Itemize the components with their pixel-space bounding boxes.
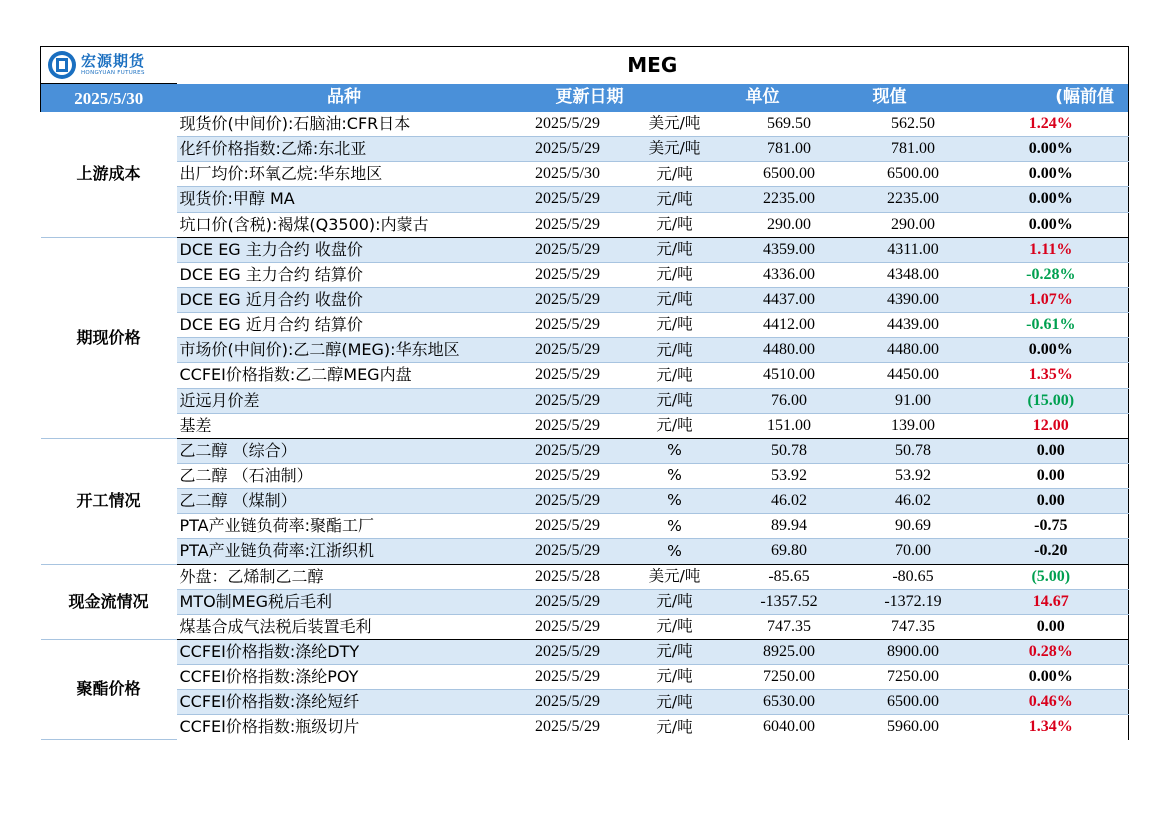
change-value: 0.46%	[974, 690, 1129, 715]
unit: %	[624, 489, 726, 514]
update-date: 2025/5/29	[512, 363, 624, 388]
previous-value: 4437.00	[726, 287, 853, 312]
update-date: 2025/5/29	[512, 690, 624, 715]
table-row	[41, 338, 1129, 363]
item-name: DCE EG 主力合约 收盘价	[177, 237, 512, 262]
unit: %	[624, 539, 726, 564]
table-row	[41, 489, 1129, 514]
change-value: -0.75	[974, 514, 1129, 539]
table-row	[41, 539, 1129, 564]
item-name: DCE EG 主力合约 结算价	[177, 262, 512, 287]
update-date: 2025/5/29	[512, 514, 624, 539]
table-row	[41, 287, 1129, 312]
previous-value: 290.00	[726, 212, 853, 237]
item-name: 现货价:甲醇 MA	[177, 187, 512, 212]
previous-value: 8925.00	[726, 639, 853, 664]
header-unit: 单位	[726, 84, 853, 113]
item-name: CCFEI价格指数:瓶级切片	[179, 717, 360, 737]
table-row	[41, 363, 1129, 388]
current-value: 139.00	[853, 413, 974, 438]
title-row	[41, 47, 1129, 84]
table-row	[41, 463, 1129, 488]
previous-value: 76.00	[726, 388, 853, 413]
change-value: -0.61%	[974, 313, 1129, 338]
header-row	[41, 84, 1129, 113]
logo	[41, 47, 177, 84]
current-value: 8900.00	[853, 639, 974, 664]
change-value: 0.00%	[974, 338, 1129, 363]
update-date: 2025/5/29	[512, 589, 624, 614]
update-date: 2025/5/29	[512, 137, 624, 162]
update-date: 2025/5/29	[535, 718, 600, 736]
current-value: 53.92	[853, 463, 974, 488]
table-row	[41, 564, 1129, 589]
current-value: 781.00	[853, 137, 974, 162]
change-value: 0.00	[974, 438, 1129, 463]
update-date: 2025/5/29	[512, 665, 624, 690]
previous-value: 69.80	[726, 539, 853, 564]
unit: 元/吨	[624, 212, 726, 237]
item-name: DCE EG 近月合约 收盘价	[177, 287, 512, 312]
unit: 元/吨	[624, 388, 726, 413]
update-date: 2025/5/29	[512, 614, 624, 639]
change-value: 0.28%	[974, 639, 1129, 664]
table-row	[41, 589, 1129, 614]
item-name: PTA产业链负荷率:江浙织机	[177, 539, 512, 564]
item-name: 出厂均价:环氧乙烷:华东地区	[177, 162, 512, 187]
previous-value: 747.35	[726, 614, 853, 639]
item-name: 乙二醇 （石油制）	[177, 463, 512, 488]
item-name: 煤基合成气法税后装置毛利	[177, 614, 512, 639]
unit: 元/吨	[624, 187, 726, 212]
table-row	[41, 237, 1129, 262]
header-value: 现值	[853, 84, 974, 113]
table-row	[41, 438, 1129, 463]
previous-value: 6040.00	[763, 718, 815, 736]
previous-value: 2235.00	[726, 187, 853, 212]
change-value: (5.00)	[974, 564, 1129, 589]
table-row	[41, 413, 1129, 438]
item-name: 坑口价(含税):褐煤(Q3500):内蒙古	[177, 212, 512, 237]
table-row	[41, 137, 1129, 162]
item-name: PTA产业链负荷率:聚酯工厂	[177, 514, 512, 539]
item-name: 外盘：乙烯制乙二醇	[177, 564, 512, 589]
current-value: -1372.19	[853, 589, 974, 614]
current-value: 562.50	[853, 112, 974, 137]
change-value: 0.00%	[974, 212, 1129, 237]
unit: 元/吨	[624, 413, 726, 438]
current-value: 747.35	[853, 614, 974, 639]
previous-value: 89.94	[726, 514, 853, 539]
table-row	[41, 112, 1129, 137]
previous-value: 6500.00	[726, 162, 853, 187]
current-value: 46.02	[853, 489, 974, 514]
change-value: 0.00	[974, 614, 1129, 639]
previous-value: -1357.52	[726, 589, 853, 614]
item-name: 基差	[177, 413, 512, 438]
current-value: 6500.00	[853, 690, 974, 715]
logo-name-cn: 宏源期货	[81, 51, 146, 70]
previous-value: 6530.00	[726, 690, 853, 715]
group-label: 聚酯价格	[41, 639, 177, 739]
update-date: 2025/5/28	[512, 564, 624, 589]
current-value: 2235.00	[853, 187, 974, 212]
change-value: (15.00)	[974, 388, 1129, 413]
current-value: 4311.00	[853, 237, 974, 262]
current-value: 50.78	[853, 438, 974, 463]
item-name: DCE EG 近月合约 结算价	[177, 313, 512, 338]
table-row	[41, 262, 1129, 287]
previous-value: 4510.00	[726, 363, 853, 388]
change-value: 0.00%	[974, 187, 1129, 212]
unit: 元/吨	[624, 162, 726, 187]
update-date: 2025/5/29	[512, 187, 624, 212]
table-row	[41, 715, 1129, 740]
header-change: (幅前值	[974, 84, 1129, 113]
update-date: 2025/5/29	[512, 639, 624, 664]
change-value: 14.67	[974, 589, 1129, 614]
table-row	[41, 665, 1129, 690]
change-value: 0.00%	[974, 137, 1129, 162]
table-row	[41, 514, 1129, 539]
table-row	[41, 313, 1129, 338]
change-value: 0.00	[974, 463, 1129, 488]
item-name: CCFEI价格指数:涤纶POY	[177, 665, 512, 690]
change-value: 1.34%	[974, 715, 1129, 740]
item-name: 化纤价格指数:乙烯:东北亚	[177, 137, 512, 162]
unit: 元/吨	[624, 313, 726, 338]
header-update-date: 更新日期	[512, 84, 624, 113]
change-value: 1.24%	[974, 112, 1129, 137]
header-spacer	[624, 84, 726, 113]
update-date: 2025/5/29	[512, 463, 624, 488]
current-value: -80.65	[853, 564, 974, 589]
item-name: 乙二醇 （综合）	[177, 438, 512, 463]
update-date: 2025/5/29	[512, 438, 624, 463]
current-value: 90.69	[853, 514, 974, 539]
previous-value: 569.50	[726, 112, 853, 137]
change-value: 1.07%	[974, 287, 1129, 312]
item-name: CCFEI价格指数:涤纶短纤	[177, 690, 512, 715]
unit: 元/吨	[624, 363, 726, 388]
group-label: 开工情况	[41, 438, 177, 564]
item-name: 乙二醇 （煤制）	[177, 489, 512, 514]
update-date: 2025/5/29	[512, 413, 624, 438]
update-date: 2025/5/29	[512, 388, 624, 413]
current-value: 70.00	[853, 539, 974, 564]
unit: 元/吨	[624, 237, 726, 262]
unit: 美元/吨	[624, 564, 726, 589]
table-row	[41, 690, 1129, 715]
update-date: 2025/5/29	[512, 262, 624, 287]
change-value: 0.00%	[974, 665, 1129, 690]
header-date: 2025/5/30	[41, 84, 177, 113]
unit: 元/吨	[624, 287, 726, 312]
unit: 元/吨	[624, 639, 726, 664]
item-name: 近远月价差	[177, 388, 512, 413]
unit: 元/吨	[624, 338, 726, 363]
table-row	[41, 162, 1129, 187]
unit: 元/吨	[656, 717, 693, 736]
current-value: 4348.00	[853, 262, 974, 287]
meg-data-table	[40, 46, 1129, 740]
current-value: 4480.00	[853, 338, 974, 363]
table-row	[41, 614, 1129, 639]
current-value: 290.00	[853, 212, 974, 237]
update-date: 2025/5/29	[512, 112, 624, 137]
unit: 元/吨	[624, 589, 726, 614]
unit: %	[624, 463, 726, 488]
unit: 元/吨	[624, 665, 726, 690]
table-row	[41, 388, 1129, 413]
update-date: 2025/5/29	[512, 313, 624, 338]
group-label: 上游成本	[41, 112, 177, 237]
current-value: 6500.00	[853, 162, 974, 187]
item-name: 市场价(中间价):乙二醇(MEG):华东地区	[177, 338, 512, 363]
table-row	[41, 187, 1129, 212]
unit: %	[624, 438, 726, 463]
previous-value: 4336.00	[726, 262, 853, 287]
current-value: 5960.00	[887, 718, 939, 736]
change-value: 1.11%	[974, 237, 1129, 262]
unit: %	[624, 514, 726, 539]
unit: 美元/吨	[624, 112, 726, 137]
previous-value: 4359.00	[726, 237, 853, 262]
table-row	[41, 212, 1129, 237]
current-value: 7250.00	[853, 665, 974, 690]
group-label: 现金流情况	[41, 564, 177, 639]
update-date: 2025/5/29	[512, 212, 624, 237]
previous-value: 50.78	[726, 438, 853, 463]
previous-value: 781.00	[726, 137, 853, 162]
update-date: 2025/5/30	[512, 162, 624, 187]
change-value: 12.00	[974, 413, 1129, 438]
header-item: 品种	[177, 84, 512, 113]
change-value: 1.35%	[974, 363, 1129, 388]
table-row	[41, 639, 1129, 664]
update-date: 2025/5/29	[512, 338, 624, 363]
change-value: -0.28%	[974, 262, 1129, 287]
previous-value: 7250.00	[726, 665, 853, 690]
item-name: MTO制MEG税后毛利	[177, 589, 512, 614]
unit: 美元/吨	[624, 137, 726, 162]
unit: 元/吨	[624, 262, 726, 287]
update-date: 2025/5/29	[512, 287, 624, 312]
current-value: 91.00	[853, 388, 974, 413]
current-value: 4439.00	[853, 313, 974, 338]
unit: 元/吨	[624, 614, 726, 639]
previous-value: 4412.00	[726, 313, 853, 338]
page-title: MEG	[177, 47, 1129, 84]
change-value: 0.00%	[974, 162, 1129, 187]
current-value: 4450.00	[853, 363, 974, 388]
update-date: 2025/5/29	[512, 237, 624, 262]
update-date: 2025/5/29	[512, 539, 624, 564]
item-name: CCFEI价格指数:乙二醇MEG内盘	[177, 363, 512, 388]
previous-value: 46.02	[726, 489, 853, 514]
previous-value: 151.00	[726, 413, 853, 438]
item-name: 现货价(中间价):石脑油:CFR日本	[177, 112, 512, 137]
item-name: CCFEI价格指数:涤纶DTY	[177, 639, 512, 664]
group-label: 期现价格	[41, 237, 177, 438]
change-value: -0.20	[974, 539, 1129, 564]
current-value: 4390.00	[853, 287, 974, 312]
previous-value: 4480.00	[726, 338, 853, 363]
previous-value: -85.65	[726, 564, 853, 589]
hongyuan-logo-icon	[47, 50, 77, 80]
previous-value: 53.92	[726, 463, 853, 488]
unit: 元/吨	[624, 690, 726, 715]
change-value: 0.00	[974, 489, 1129, 514]
update-date: 2025/5/29	[512, 489, 624, 514]
logo-name-en: HONGYUAN FUTURES	[81, 69, 145, 76]
